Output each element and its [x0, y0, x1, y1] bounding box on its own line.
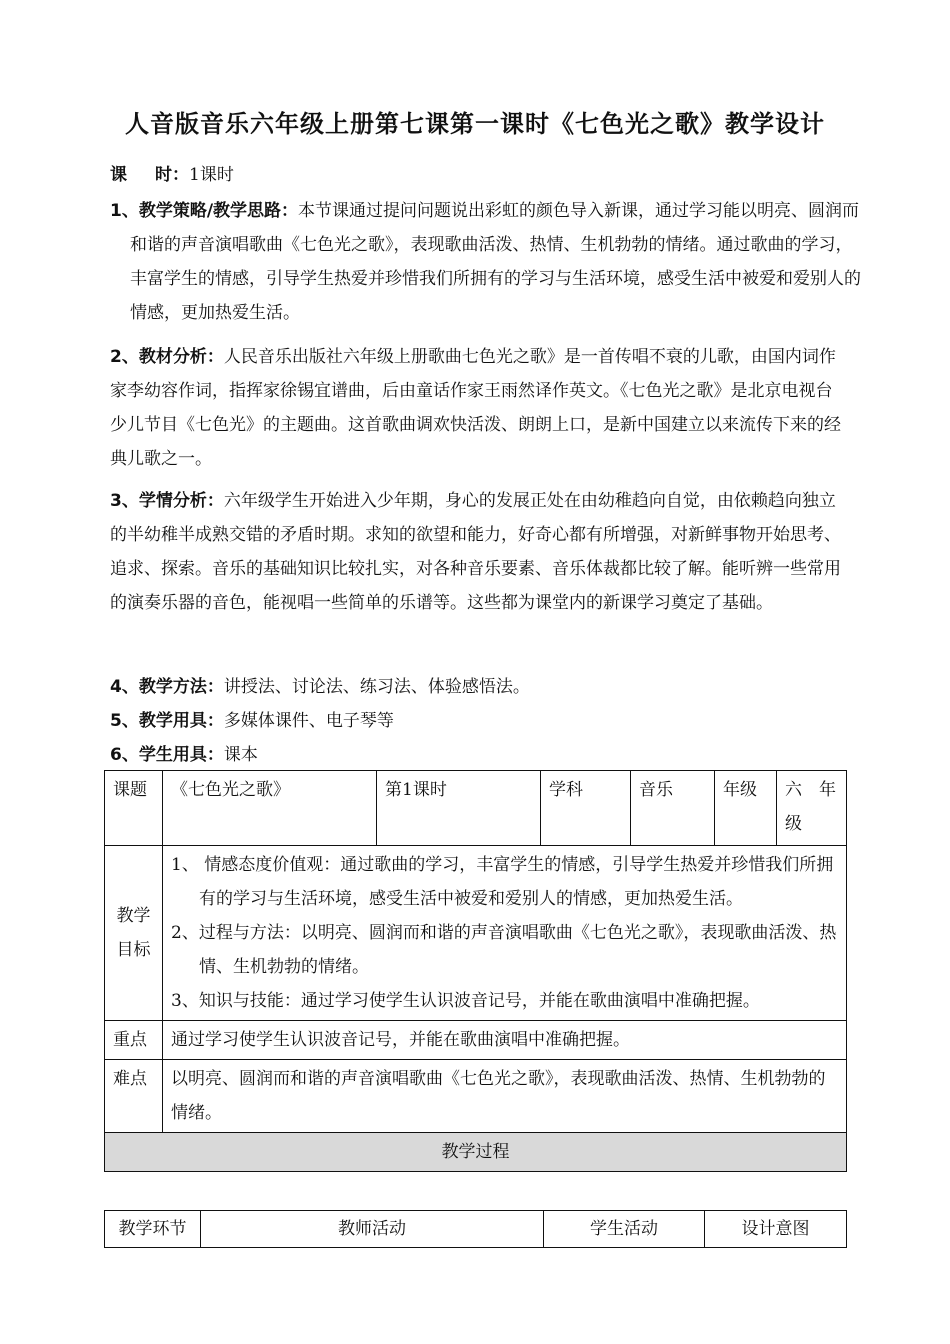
- goals-label: 教学目标: [105, 846, 163, 1021]
- subject-value: 音乐: [631, 771, 715, 846]
- lesson-info-table: [104, 770, 847, 1172]
- table-row: [105, 1211, 847, 1248]
- section-label: 1、教学策略/教学思路：: [110, 201, 299, 221]
- goal-item: 2、过程与方法：以明亮、圆润而和谐的声音演唱歌曲《七色光之歌》，表现歌曲活泼、热情、生机勃勃的情绪。: [171, 923, 837, 977]
- period-value: 第1课时: [377, 771, 541, 846]
- goals-cell: [163, 846, 847, 1021]
- section-text: 课本: [223, 745, 258, 765]
- class-hours: [110, 158, 845, 192]
- section-text: 本节课通过提问问题说出彩虹的颜色导入新课，通过学习能以明亮、圆润而和谐的声音演唱歌曲《七色光之歌》，表现歌曲活泼、热情、生机勃勃的情绪。通过歌曲的学习，丰富学生的情感，引导学生热爱并珍惜我们所拥有的学习与生活环境，感受生活中被爱和爱别人的情感，更加热爱生活。: [130, 201, 861, 323]
- goal-item: 3、知识与技能：通过学习使学生认识波音记号，并能在歌曲演唱中准确把握。: [171, 991, 760, 1011]
- section-label: 4、教学方法：: [110, 677, 224, 697]
- section-label: 2、教材分析：: [110, 347, 224, 367]
- goal-item: 1、 情感态度价值观：通过歌曲的学习，丰富学生的情感，引导学生热爱并珍惜我们所拥有的学习与生活环境，感受生活中被爱和爱别人的情感，更加热爱生活。: [171, 855, 834, 909]
- table-row: [105, 771, 847, 846]
- section-student-tools: [110, 738, 845, 772]
- difficulty-value: 以明亮、圆润而和谐的声音演唱歌曲《七色光之歌》，表现歌曲活泼、热情、生机勃勃的情绪。: [163, 1060, 847, 1133]
- section-label: 5、教学用具：: [110, 711, 224, 731]
- process-table: [104, 1210, 847, 1248]
- topic-value: 《七色光之歌》: [163, 771, 377, 846]
- section-student-analysis: [110, 484, 845, 620]
- section-teaching-methods: [110, 670, 845, 704]
- process-heading: 教学过程: [105, 1133, 847, 1172]
- document-title: 人音版音乐六年级上册第七课第一课时《七色光之歌》教学设计: [125, 110, 825, 138]
- table-row: [105, 1133, 847, 1172]
- header-cell: 设计意图: [705, 1211, 847, 1248]
- header-cell: 教师活动: [201, 1211, 544, 1248]
- section-material-analysis: [110, 340, 845, 476]
- table-row: [105, 846, 847, 1021]
- header-cell: 学生活动: [544, 1211, 705, 1248]
- class-hours-label: 课时：: [110, 165, 189, 185]
- section-text: 讲授法、讨论法、练习法、体验感悟法。: [223, 677, 530, 697]
- key-value: 通过学习使学生认识波音记号，并能在歌曲演唱中准确把握。: [163, 1021, 847, 1060]
- subject-label: 学科: [541, 771, 631, 846]
- section-label: 6、学生用具：: [110, 745, 224, 765]
- section-teaching-tools: [110, 704, 845, 738]
- grade-label: 年级: [715, 771, 777, 846]
- section-text: 六年级学生开始进入少年期，身心的发展正处在由幼稚趋向自觉，由依赖趋向独立的半幼稚半成熟交错的矛盾时期。求知的欲望和能力，好奇心都有所增强，对新鲜事物开始思考、追求、探索。音乐的基础知识比较扎实，对各种音乐要素、音乐体裁都比较了解。能听辨一些常用的演奏乐器的音色，能视唱一些简单的乐谱等。这些都为课堂内的新课学习奠定了基础。: [110, 491, 841, 613]
- section-teaching-strategy: [110, 194, 865, 330]
- key-label: 重点: [105, 1021, 163, 1060]
- table-row: [105, 1060, 847, 1133]
- section-text: 多媒体课件、电子琴等: [223, 711, 394, 731]
- header-cell: 教学环节: [105, 1211, 201, 1248]
- difficulty-label: 难点: [105, 1060, 163, 1133]
- class-hours-value: 1课时: [189, 165, 234, 185]
- section-text: 人民音乐出版社六年级上册歌曲七色光之歌》是一首传唱不衰的儿歌，由国内词作家李幼容作词，指挥家徐锡宜谱曲，后由童话作家王雨然译作英文。《七色光之歌》是北京电视台少儿节目《七色光》的主题曲。这首歌曲调欢快活泼、朗朗上口，是新中国建立以来流传下来的经典儿歌之一。: [110, 347, 841, 469]
- grade-value: 六 年级: [777, 771, 847, 846]
- table-row: [105, 1021, 847, 1060]
- topic-label: 课题: [105, 771, 163, 846]
- section-label: 3、学情分析：: [110, 491, 224, 511]
